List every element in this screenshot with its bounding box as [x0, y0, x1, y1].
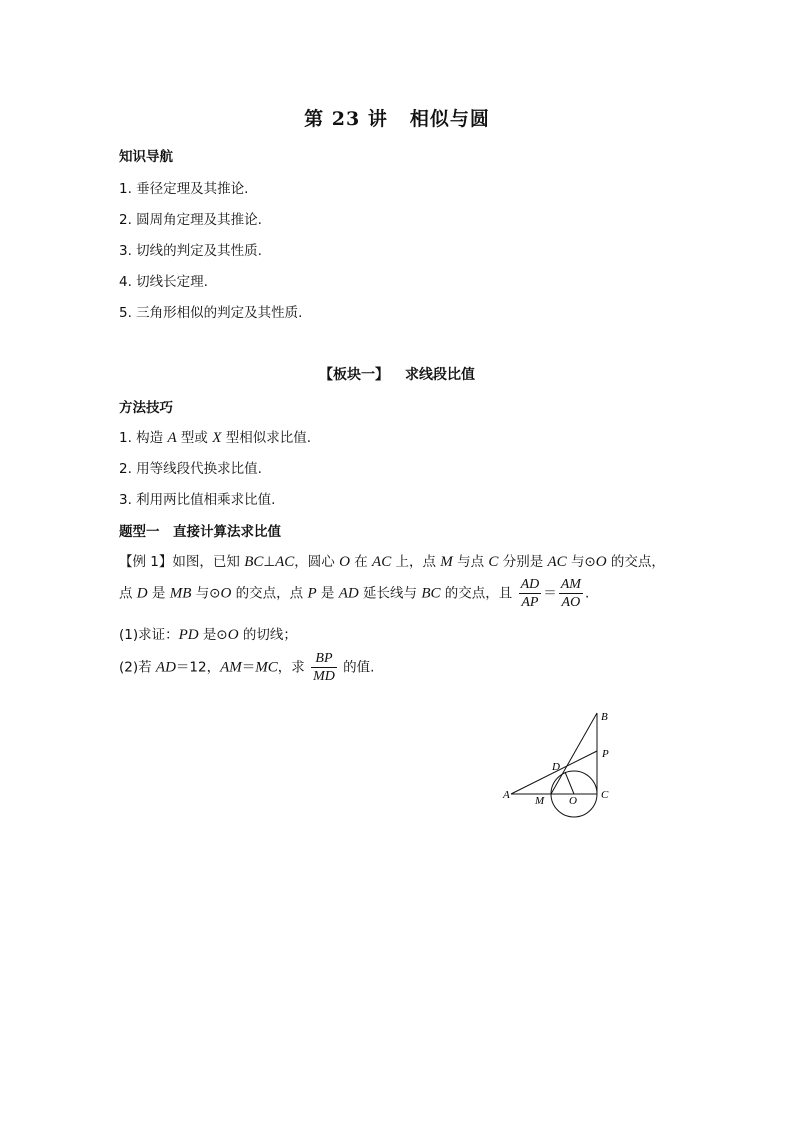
label-d: D: [552, 761, 560, 773]
type-heading: 题型一 直接计算法求比值: [119, 524, 281, 540]
knowledge-item: 5. 三角形相似的判定及其性质.: [119, 305, 303, 321]
method-item: 3. 利用两比值相乘求比值.: [119, 492, 276, 508]
label-m: M: [535, 795, 545, 807]
section-name: 求线段比值: [405, 367, 475, 383]
question-2: (2)若 AD＝12，AM＝MC，求 $\frac{BP}{MD}$ 的值.: [119, 651, 375, 684]
fraction-am-ao: $\frac{AM}{AO}$: [560, 577, 581, 610]
methods-heading: 方法技巧: [119, 400, 173, 416]
knowledge-heading: 知识导航: [119, 149, 173, 165]
question-1: (1)求证：PD 是⊙O 的切线；: [119, 627, 297, 643]
label-c: C: [601, 789, 609, 801]
page-title: [0, 104, 794, 131]
line-od: [565, 772, 574, 794]
knowledge-item: 1. 垂径定理及其推论.: [119, 181, 249, 197]
lesson-number: 第 23 讲: [304, 108, 388, 130]
label-p: P: [602, 748, 609, 760]
method-item: 1. 构造 A 型或 X 型相似求比值.: [119, 430, 311, 446]
example-line-2: 点 D 是 MB 与⊙O 的交点，点 P 是 AD 延长线与 BC 的交点，且 $\frac{AD}{AP}$ ＝ $\frac{AM}{AO}$ .: [119, 577, 590, 610]
label-a: A: [503, 789, 510, 801]
geometry-figure: [500, 700, 630, 850]
line-mb: [551, 713, 597, 794]
label-b: B: [601, 711, 608, 723]
lesson-topic: 相似与圆: [409, 108, 490, 130]
knowledge-item: 4. 切线长定理.: [119, 274, 208, 290]
method-item: 2. 用等线段代换求比值.: [119, 461, 262, 477]
knowledge-item: 3. 切线的判定及其性质.: [119, 243, 262, 259]
example-line-1: 【例 1】如图，已知 BC⊥AC，圆心 O 在 AC 上，点 M 与点 C 分别是 AC 与⊙O 的交点，: [119, 554, 665, 570]
knowledge-item: 2. 圆周角定理及其推论.: [119, 212, 262, 228]
fraction-ad-ap: $\frac{AD}{AP}$: [520, 577, 540, 610]
fraction-bp-md: $\frac{BP}{MD}$: [313, 651, 335, 684]
section-bracket: 【板块一】: [319, 367, 389, 383]
section-heading: [0, 364, 794, 384]
label-o: O: [569, 795, 577, 807]
